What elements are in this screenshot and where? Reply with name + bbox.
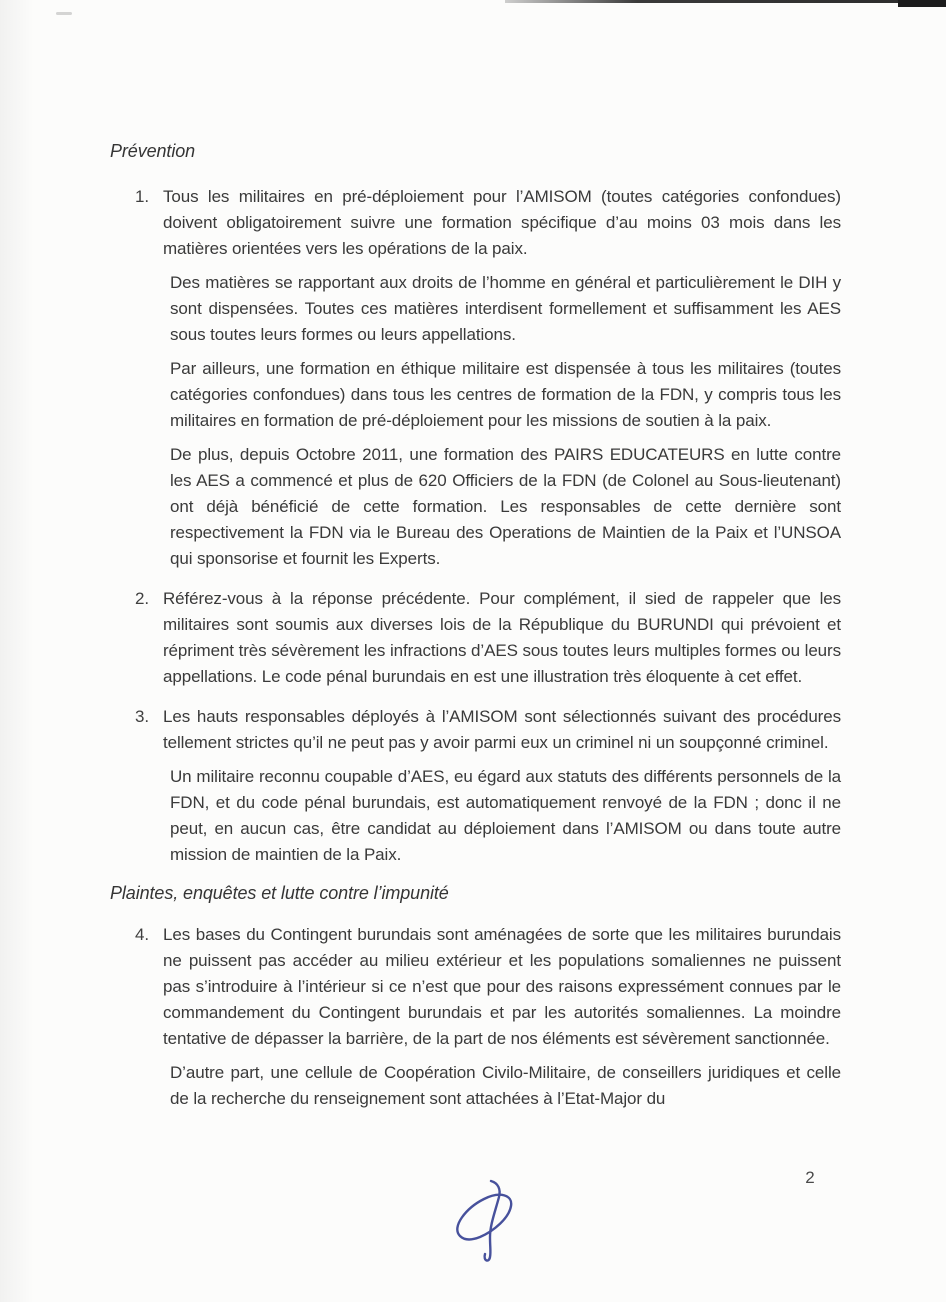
paragraph: Un militaire reconnu coupable d’AES, eu égard aux statuts des différents personnels de la FDN, et du code pénal burundais, est automatiquement renvoyé de la FDN ; donc il ne peut, en aucun cas, être candidat au déploiement dans l’AMISOM ou dans toute autre mission de maintien de la Paix. [170,767,841,864]
list-item-3 [135,704,841,868]
signature-main-stroke [485,1181,500,1261]
signature-loop-stroke [457,1195,511,1240]
list-item-number: 4. [135,925,149,944]
list-item-number: 1. [135,187,149,206]
scan-artifact-smudge [56,12,72,15]
paragraph: Les hauts responsables déployés à l’AMISOM sont sélectionnés suivant des procédures tellement strictes qu’il ne peut pas y avoir parmi eux un criminel ni un soupçonné criminel. [163,707,841,752]
section-heading-plaintes: Plaintes, enquêtes et lutte contre l’impunité [110,883,449,903]
list-item-number: 3. [135,707,149,726]
paragraph: D’autre part, une cellule de Coopération Civilo-Militaire, de conseillers juridiques et celle de la recherche du renseignement sont attachées à l’Etat-Major du [170,1063,841,1108]
list-item-2 [135,586,841,690]
list-item-1 [135,184,841,572]
paragraph: Les bases du Contingent burundais sont aménagées de sorte que les militaires burundais ne puissent pas accéder au milieu extérieur et les populations somaliennes ne puissent pas s’introduire à l’intérieur si ce n’est que pour des raisons expressément connues par le commandement du Contingent burundais et par les autorités somaliennes. La moindre tentative de dépasser la barrière, de la part de nos éléments est sévèrement sanctionnée. [163,925,841,1048]
paragraph: Par ailleurs, une formation en éthique militaire est dispensée à tous les militaires (toutes catégories confondues) dans tous les centres de formation de la FDN, y compris tous les militaires en formation de pré-déploiement pour les missions de soutien à la paix. [170,359,841,430]
paragraph: Référez-vous à la réponse précédente. Pour complément, il sied de rappeler que les militaires sont soumis aux diverses lois de la République du BURUNDI qui prévoient et répriment très sévèrement les infractions d’AES sous toutes leurs multiples formes ou leurs appellations. Le code pénal burundais en est une illustration très éloquente à cet effet. [163,589,841,686]
paragraph: De plus, depuis Octobre 2011, une formation des PAIRS EDUCATEURS en lutte contre les AES a commencé et plus de 620 Officiers de la FDN (de Colonel au Sous-lieutenant) ont déjà bénéficié de cette formation. Les responsables de cette dernière sont respectivement la FDN via le Bureau des Operations de Maintien de la Paix et l’UNSOA qui sponsorise et fournit les Experts. [170,445,841,568]
paragraph: Tous les militaires en pré-déploiement pour l’AMISOM (toutes catégories confondues) doivent obligatoirement suivre une formation spécifique d’au moins 03 mois dans les matières orientées vers les opérations de la paix. [163,187,841,258]
paragraph: Des matières se rapportant aux droits de l’homme en général et particulièrement le DIH y sont dispensées. Toutes ces matières interdisent formellement et suffisamment les AES sous toutes leurs formes ou leurs appellations. [170,273,841,344]
signature-ink [440,1168,550,1283]
scan-artifact-top-right-corner [898,0,946,7]
scan-left-edge-shadow [0,0,34,1302]
document-content [110,140,841,1112]
page-number: 2 [805,1168,815,1187]
list-item-body [163,922,841,1112]
list-item-number: 2. [135,589,149,608]
list-item-4 [135,922,841,1112]
section-heading-prevention: Prévention [110,141,196,161]
list-item-body [163,704,841,868]
list-item-body [163,184,841,572]
scan-artifact-top-line [505,0,946,3]
list-item-body [163,586,841,690]
